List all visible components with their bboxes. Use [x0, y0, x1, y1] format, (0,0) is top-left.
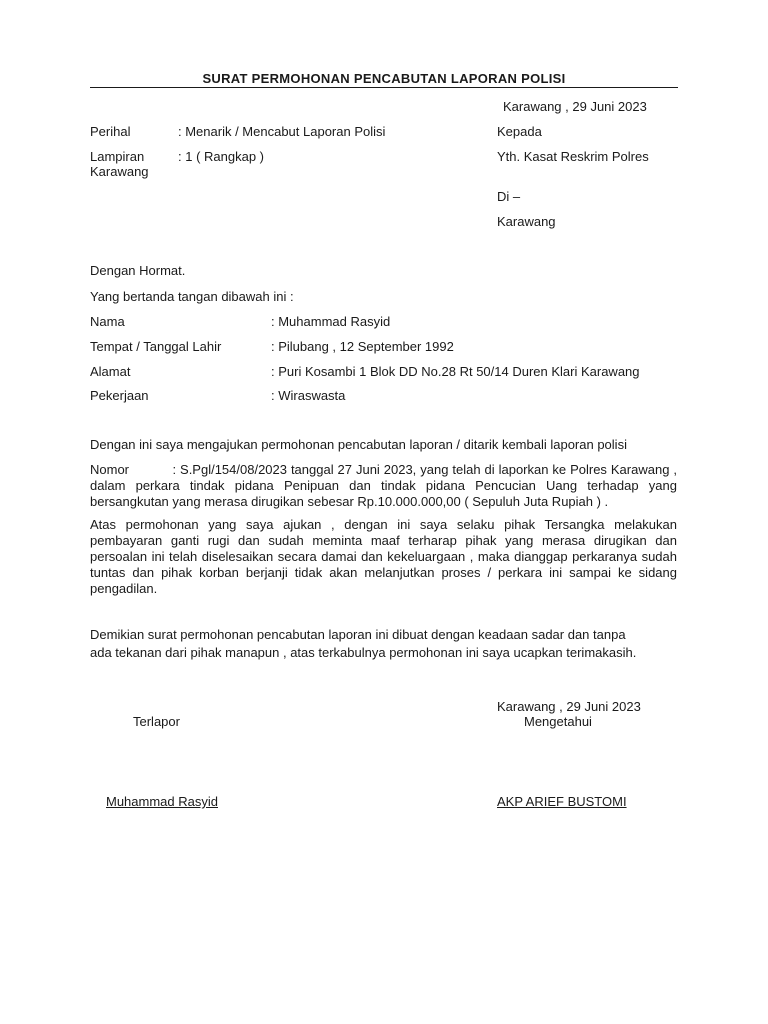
signer-left-name: Muhammad Rasyid	[106, 794, 218, 809]
title-underline	[90, 87, 678, 88]
recipient-yth: Yth. Kasat Reskrim Polres	[497, 149, 649, 164]
closing-line-1: Demikian surat permohonan pencabutan laporan ini dibuat dengan keadaan sadar dan tanpa	[90, 627, 626, 642]
settlement-paragraph: Atas permohonan yang saya ajukan , dengan ini saya selaku pihak Tersangka melakukan pembayaran ganti rugi dan sudah meminta maaf terharap pihak yang merasa dirugikan dan persoalan ini telah diselesaikan secara damai dan kekeluargaan , maka dianggap perkaranya sudah tuntas dan pihak korban berjanji tidak akan melanjutkan proses / perkara ini sampai ke sidang pengadilan.	[90, 517, 677, 596]
recipient-city: Karawang	[497, 214, 556, 229]
closing-line-2: ada tekanan dari pihak manapun , atas terkabulnya permohonan ini saya ucapkan terimakasih.	[90, 645, 637, 660]
ttl-value: : Pilubang , 12 September 1992	[271, 339, 454, 354]
signer-right-name: AKP ARIEF BUSTOMI	[497, 794, 627, 809]
signature-role-right: Mengetahui	[524, 714, 592, 729]
report-number-paragraph: Nomor : S.Pgl/154/08/2023 tanggal 27 Juni 2023, yang telah di laporkan ke Polres Karawang , dalam perkara tindak pidana Penipuan dan tindak pidana Pencucian Uang terhadap yang bersangkutan yang merasa dirugikan sebesar Rp.10.000.000,00 ( Sepuluh Juta Rupiah ) .	[90, 462, 681, 509]
signature-date: Karawang , 29 Juni 2023	[497, 699, 641, 714]
nama-label: Nama	[90, 314, 125, 329]
request-paragraph: Dengan ini saya mengajukan permohonan pencabutan laporan / ditarik kembali laporan polisi	[90, 437, 627, 452]
recipient-kepada: Kepada	[497, 124, 542, 139]
alamat-label: Alamat	[90, 364, 131, 379]
signature-role-left: Terlapor	[133, 714, 180, 729]
alamat-value: : Puri Kosambi 1 Blok DD No.28 Rt 50/14 Duren Klari Karawang	[271, 364, 640, 379]
lampiran-value: : 1 ( Rangkap )	[178, 149, 264, 164]
pekerjaan-label: Pekerjaan	[90, 388, 149, 403]
perihal-value: : Menarik / Mencabut Laporan Polisi	[178, 124, 386, 139]
lampiran-overflow-city: Karawang	[90, 164, 149, 179]
lampiran-label: Lampiran	[90, 149, 145, 164]
letter-title: SURAT PERMOHONAN PENCABUTAN LAPORAN POLISI	[202, 71, 566, 86]
perihal-label: Perihal	[90, 124, 131, 139]
recipient-di: Di –	[497, 189, 521, 204]
intro-line: Yang bertanda tangan dibawah ini :	[90, 289, 294, 304]
salutation: Dengan Hormat.	[90, 263, 186, 278]
ttl-label: Tempat / Tanggal Lahir	[90, 339, 222, 354]
nama-value: : Muhammad Rasyid	[271, 314, 391, 329]
pekerjaan-value: : Wiraswasta	[271, 388, 346, 403]
letter-date: Karawang , 29 Juni 2023	[503, 99, 647, 114]
